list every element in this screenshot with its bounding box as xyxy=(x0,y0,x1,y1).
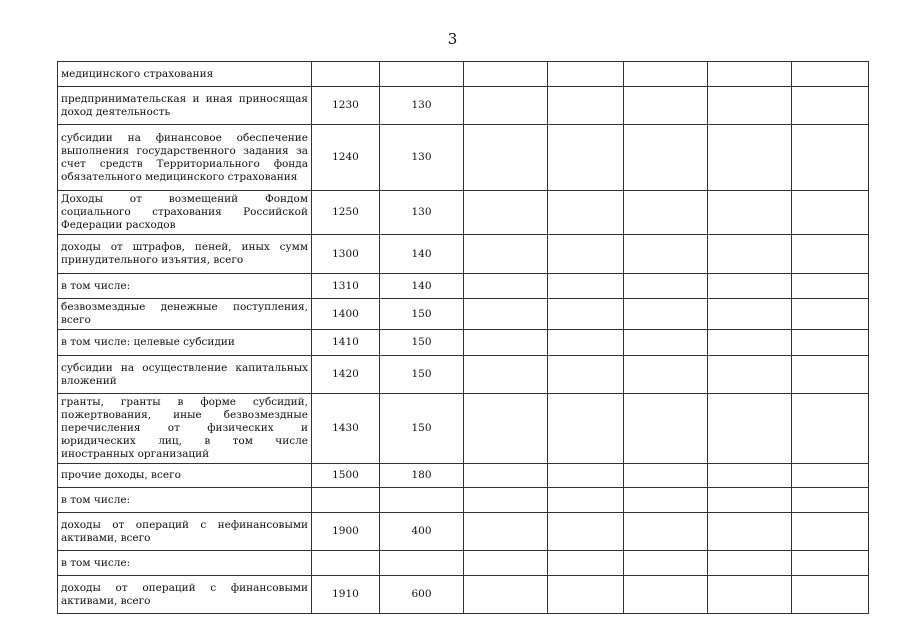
line-code-cell: 1420 xyxy=(312,356,380,394)
line-code-cell: 1410 xyxy=(312,330,380,356)
row-name-cell: в том числе: xyxy=(58,551,312,576)
table-row xyxy=(58,551,869,576)
empty-cell xyxy=(464,576,548,614)
table-row xyxy=(58,488,869,513)
table-row xyxy=(58,62,869,87)
empty-cell xyxy=(708,576,792,614)
kosgu-cell: 180 xyxy=(380,464,464,488)
empty-cell xyxy=(548,513,624,551)
kosgu-cell: 600 xyxy=(380,576,464,614)
empty-cell xyxy=(548,274,624,299)
empty-cell xyxy=(624,356,708,394)
empty-cell xyxy=(624,87,708,125)
empty-cell xyxy=(464,87,548,125)
empty-cell xyxy=(792,464,869,488)
table-row xyxy=(58,274,869,299)
kosgu-cell: 130 xyxy=(380,87,464,125)
kosgu-cell xyxy=(380,551,464,576)
table-row xyxy=(58,235,869,274)
table-row xyxy=(58,330,869,356)
row-name-cell: безвозмездные денежные поступления, всего xyxy=(58,299,312,330)
empty-cell xyxy=(624,191,708,235)
kosgu-cell xyxy=(380,488,464,513)
empty-cell xyxy=(548,125,624,191)
empty-cell xyxy=(708,513,792,551)
kosgu-cell: 140 xyxy=(380,235,464,274)
empty-cell xyxy=(792,513,869,551)
row-name-cell: доходы от штрафов, пеней, иных сумм принудительного изъятия, всего xyxy=(58,235,312,274)
empty-cell xyxy=(624,513,708,551)
line-code-cell xyxy=(312,488,380,513)
empty-cell xyxy=(708,191,792,235)
row-name-cell: доходы от операций с нефинансовыми активами, всего xyxy=(58,513,312,551)
kosgu-cell: 150 xyxy=(380,356,464,394)
table-row xyxy=(58,299,869,330)
empty-cell xyxy=(624,299,708,330)
empty-cell xyxy=(792,87,869,125)
empty-cell xyxy=(548,488,624,513)
empty-cell xyxy=(624,576,708,614)
line-code-cell: 1430 xyxy=(312,394,380,464)
empty-cell xyxy=(792,576,869,614)
line-code-cell: 1250 xyxy=(312,191,380,235)
line-code-cell: 1230 xyxy=(312,87,380,125)
empty-cell xyxy=(708,274,792,299)
row-name-cell: гранты, гранты в форме субсидий, пожертвования, иные безвозмездные перечисления от физических и юридических лиц, в том числе иностранных организаций xyxy=(58,394,312,464)
empty-cell xyxy=(708,299,792,330)
row-name-cell: предпринимательская и иная приносящая доход деятельность xyxy=(58,87,312,125)
empty-cell xyxy=(624,235,708,274)
empty-cell xyxy=(464,299,548,330)
empty-cell xyxy=(464,513,548,551)
kosgu-cell: 150 xyxy=(380,299,464,330)
empty-cell xyxy=(792,299,869,330)
empty-cell xyxy=(708,551,792,576)
empty-cell xyxy=(708,125,792,191)
empty-cell xyxy=(464,235,548,274)
empty-cell xyxy=(548,551,624,576)
table-row xyxy=(58,394,869,464)
empty-cell xyxy=(624,125,708,191)
empty-cell xyxy=(792,235,869,274)
table-row xyxy=(58,576,869,614)
empty-cell xyxy=(464,464,548,488)
empty-cell xyxy=(464,274,548,299)
empty-cell xyxy=(548,464,624,488)
empty-cell xyxy=(792,125,869,191)
empty-cell xyxy=(708,87,792,125)
empty-cell xyxy=(464,125,548,191)
empty-cell xyxy=(792,551,869,576)
empty-cell xyxy=(708,394,792,464)
line-code-cell: 1910 xyxy=(312,576,380,614)
line-code-cell xyxy=(312,62,380,87)
empty-cell xyxy=(548,394,624,464)
empty-cell xyxy=(548,235,624,274)
page-number: 3 xyxy=(447,30,458,48)
line-code-cell: 1240 xyxy=(312,125,380,191)
empty-cell xyxy=(624,274,708,299)
empty-cell xyxy=(548,87,624,125)
row-name-cell: прочие доходы, всего xyxy=(58,464,312,488)
empty-cell xyxy=(624,488,708,513)
line-code-cell: 1400 xyxy=(312,299,380,330)
empty-cell xyxy=(708,62,792,87)
empty-cell xyxy=(708,488,792,513)
kosgu-cell: 130 xyxy=(380,125,464,191)
kosgu-cell: 140 xyxy=(380,274,464,299)
empty-cell xyxy=(548,62,624,87)
empty-cell xyxy=(792,356,869,394)
table-row xyxy=(58,125,869,191)
empty-cell xyxy=(548,299,624,330)
empty-cell xyxy=(464,62,548,87)
kosgu-cell: 130 xyxy=(380,191,464,235)
line-code-cell: 1310 xyxy=(312,274,380,299)
table-row xyxy=(58,464,869,488)
empty-cell xyxy=(708,330,792,356)
empty-cell xyxy=(548,330,624,356)
row-name-cell: в том числе: целевые субсидии xyxy=(58,330,312,356)
empty-cell xyxy=(792,191,869,235)
empty-cell xyxy=(548,576,624,614)
table-row xyxy=(58,87,869,125)
kosgu-cell: 400 xyxy=(380,513,464,551)
empty-cell xyxy=(624,330,708,356)
income-table xyxy=(57,61,869,614)
line-code-cell xyxy=(312,551,380,576)
line-code-cell: 1500 xyxy=(312,464,380,488)
line-code-cell: 1900 xyxy=(312,513,380,551)
table-row xyxy=(58,513,869,551)
row-name-cell: Доходы от возмещений Фондом социального страхования Российской Федерации расходов xyxy=(58,191,312,235)
row-name-cell: субсидии на финансовое обеспечение выполнения государственного задания за счет средств Территориального фонда обязательного медицинского страхования xyxy=(58,125,312,191)
empty-cell xyxy=(624,464,708,488)
empty-cell xyxy=(792,330,869,356)
empty-cell xyxy=(464,394,548,464)
table-row xyxy=(58,356,869,394)
empty-cell xyxy=(708,464,792,488)
empty-cell xyxy=(464,488,548,513)
empty-cell xyxy=(548,191,624,235)
empty-cell xyxy=(792,488,869,513)
empty-cell xyxy=(792,394,869,464)
row-name-cell: в том числе: xyxy=(58,274,312,299)
kosgu-cell: 150 xyxy=(380,394,464,464)
empty-cell xyxy=(624,62,708,87)
empty-cell xyxy=(708,356,792,394)
empty-cell xyxy=(464,330,548,356)
empty-cell xyxy=(792,274,869,299)
empty-cell xyxy=(464,551,548,576)
empty-cell xyxy=(624,551,708,576)
row-name-cell: субсидии на осуществление капитальных вложений xyxy=(58,356,312,394)
empty-cell xyxy=(624,394,708,464)
empty-cell xyxy=(464,356,548,394)
line-code-cell: 1300 xyxy=(312,235,380,274)
kosgu-cell xyxy=(380,62,464,87)
kosgu-cell: 150 xyxy=(380,330,464,356)
row-name-cell: доходы от операций с финансовыми активами, всего xyxy=(58,576,312,614)
row-name-cell: в том числе: xyxy=(58,488,312,513)
table-row xyxy=(58,191,869,235)
empty-cell xyxy=(548,356,624,394)
empty-cell xyxy=(792,62,869,87)
empty-cell xyxy=(464,191,548,235)
empty-cell xyxy=(708,235,792,274)
row-name-cell: медицинского страхования xyxy=(58,62,312,87)
